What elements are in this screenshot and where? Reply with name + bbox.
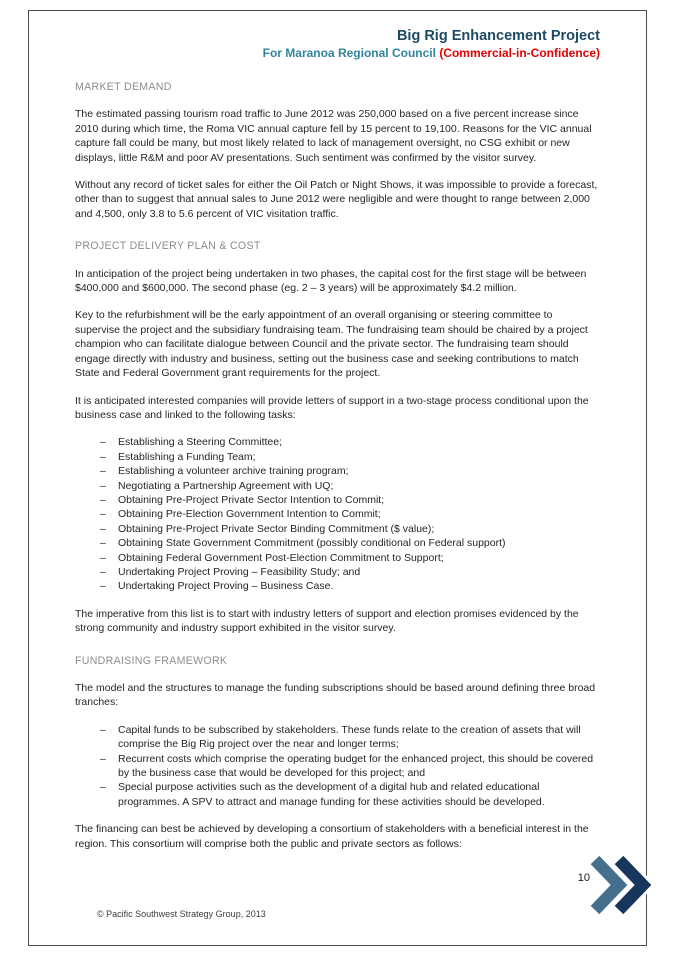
dash-marker: –: [100, 752, 106, 765]
list-item-text: Undertaking Project Proving – Business Case.: [118, 580, 334, 593]
page-content: [75, 27, 600, 864]
paragraph: In anticipation of the project being undertaken in two phases, the capital cost for the first stage will be between $400,000 and $600,000. The second phase (eg. 2 – 3 years) will be approximately $4.2 million.: [75, 267, 587, 295]
list-item-text: Establishing a Steering Committee;: [118, 436, 282, 449]
tranches-list: [75, 723, 600, 809]
list-item: [75, 493, 600, 507]
list-item-text: Establishing a Funding Team;: [118, 450, 256, 463]
list-item: [75, 479, 600, 493]
dash-marker: –: [100, 522, 106, 535]
document-subtitle: For Maranoa Regional Council: [262, 46, 436, 60]
list-item: [75, 551, 600, 565]
dash-marker: –: [100, 508, 106, 521]
dash-marker: –: [100, 450, 106, 463]
list-item: [75, 435, 600, 449]
list-item: [75, 752, 600, 781]
list-item: [75, 723, 600, 752]
list-item: [75, 507, 600, 521]
list-item: [75, 450, 600, 464]
list-item-text: Obtaining Pre-Election Government Intention to Commit;: [118, 508, 381, 521]
list-item-text: Negotiating a Partnership Agreement with UQ;: [118, 479, 334, 492]
list-item-text: Capital funds to be subscribed by stakeholders. These funds relate to the creation of assets that will comprise the Big Rig project over the near and longer terms;: [118, 723, 581, 751]
list-item-text: Obtaining Federal Government Post-Election Commitment to Support;: [118, 551, 444, 564]
list-item: [75, 536, 600, 550]
section-heading-market-demand: MARKET DEMAND: [75, 81, 172, 93]
document-title: Big Rig Enhancement Project: [396, 28, 600, 44]
list-item: [75, 579, 600, 593]
paragraph: The model and the structures to manage the funding subscriptions should be based around defining three broad tranches:: [75, 682, 596, 709]
list-item: [75, 464, 600, 478]
paragraph: The estimated passing tourism road traffic to June 2012 was 250,000 based on a five percent increase since 2010 during which time, the Roma VIC annual capture fell by 15 percent to 19,100. Reasons for the VIC annual capture fall could be many, but most likely related to lack of management oversight, no CSG exhibit or new displays, little R&M and poor AV presentations. Such sentiment was confirmed by the visitor survey.: [75, 108, 592, 164]
page-number: 10: [577, 872, 590, 884]
dash-marker: –: [100, 551, 106, 564]
dash-marker: –: [100, 436, 106, 449]
section-project-delivery: [75, 239, 600, 635]
double-chevron-icon: [588, 856, 658, 914]
paragraph: The financing can best be achieved by developing a consortium of stakeholders with a beneficial interest in the region. This consortium will comprise both the public and private sectors as follows:: [75, 823, 589, 850]
dash-marker: –: [100, 723, 106, 736]
tasks-list: [75, 435, 600, 593]
paragraph: Key to the refurbishment will be the early appointment of an overall organising or steering committee to supervise the project and the subsidiary fundraising team. The fundraising team should be chaired by a project champion who can facilitate dialogue between Council and the private sector. The fundraising team should engage directly with industry and business, setting out the business case and seeking contributions to match State and Federal Government grant requirements for the project.: [75, 309, 588, 380]
paragraph: Without any record of ticket sales for either the Oil Patch or Night Shows, it was impossible to provide a forecast, other than to suggest that annual sales to June 2012 were negligible and were thought to range between 2,000 and 4,500, only 3.8 to 5.6 percent of VIC visitation traffic.: [75, 179, 598, 220]
list-item-text: Recurrent costs which comprise the operating budget for the enhanced project, this should be covered by the business case that would be developed for this project; and: [118, 752, 594, 780]
paragraph: It is anticipated interested companies will provide letters of support in a two-stage process conditional upon the business case and linked to the following tasks:: [75, 394, 589, 421]
dash-marker: –: [100, 537, 106, 550]
dash-marker: –: [100, 580, 106, 593]
document-header: [75, 27, 600, 62]
confidentiality-label: (Commercial-in-Confidence): [439, 46, 600, 60]
section-heading-project-delivery: PROJECT DELIVERY PLAN & COST: [75, 240, 261, 253]
list-item-text: Obtaining Pre-Project Private Sector Binding Commitment ($ value);: [118, 522, 435, 535]
dash-marker: –: [100, 565, 106, 578]
dash-marker: –: [100, 781, 106, 794]
list-item-text: Special purpose activities such as the development of a digital hub and related educational programmes. A SPV to attract and manage funding for these activities should be developed.: [118, 781, 545, 808]
dash-marker: –: [100, 465, 106, 478]
list-item-text: Obtaining State Government Commitment (possibly conditional on Federal support): [118, 537, 506, 550]
document-subtitle-line: [75, 45, 600, 62]
list-item: [75, 780, 600, 809]
list-item-text: Undertaking Project Proving – Feasibility Study; and: [118, 565, 361, 578]
section-heading-fundraising: FUNDRAISING FRAMEWORK: [75, 654, 228, 667]
dash-marker: –: [100, 493, 106, 506]
list-item-text: Obtaining Pre-Project Private Sector Intention to Commit;: [118, 493, 385, 506]
section-fundraising: [75, 654, 600, 851]
dash-marker: –: [100, 479, 106, 492]
paragraph: The imperative from this list is to start with industry letters of support and election promises evidenced by the strong community and industry support exhibited in the visitor survey.: [75, 607, 579, 635]
list-item: [75, 522, 600, 536]
list-item: [75, 565, 600, 579]
section-market-demand: [75, 80, 600, 221]
copyright-notice: © Pacific Southwest Strategy Group, 2013: [97, 909, 266, 919]
list-item-text: Establishing a volunteer archive training program;: [118, 465, 349, 478]
